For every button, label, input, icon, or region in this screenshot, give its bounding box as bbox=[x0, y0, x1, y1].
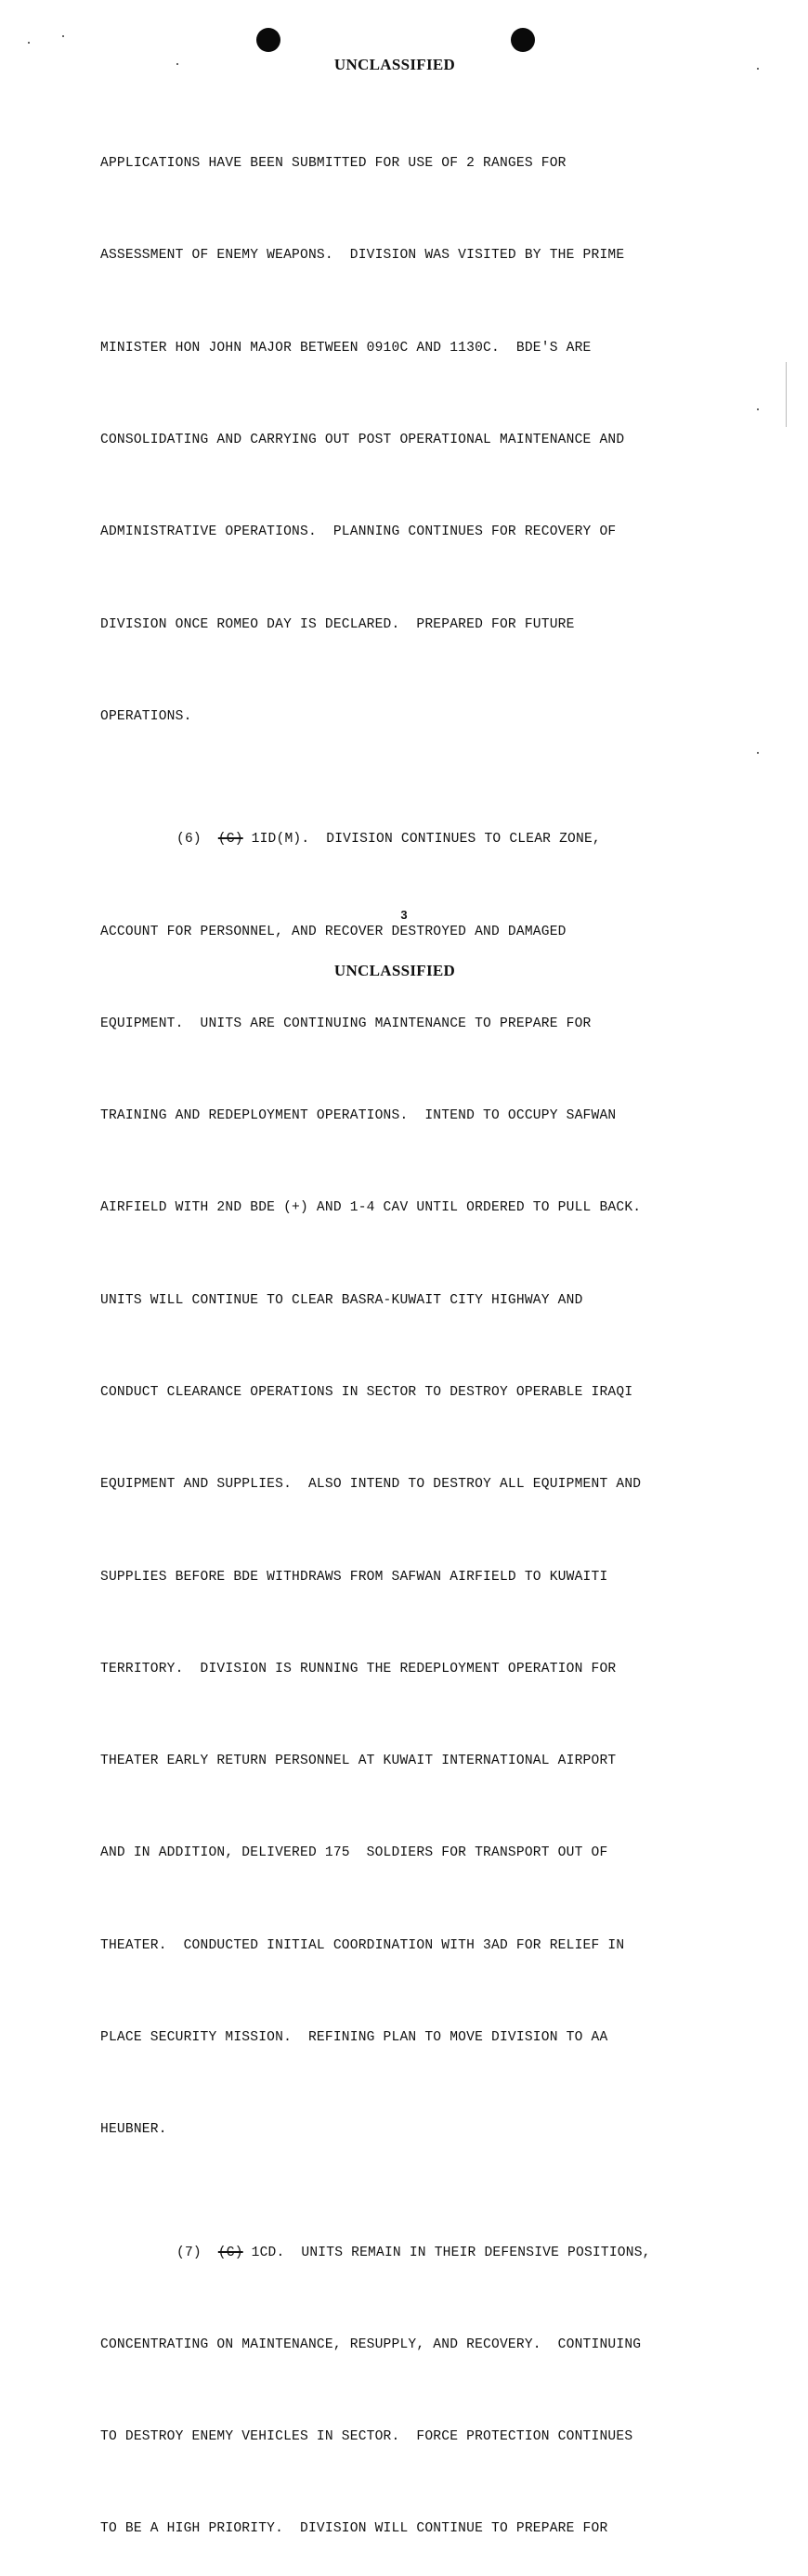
punch-hole-right bbox=[511, 28, 535, 52]
text-line: ADMINISTRATIVE OPERATIONS. PLANNING CONTINUES FOR RECOVERY OF bbox=[100, 524, 617, 540]
scan-speck bbox=[757, 752, 759, 754]
paragraph-number: (7) bbox=[176, 2245, 202, 2260]
struck-classification-marking: (C) bbox=[217, 2245, 243, 2260]
header-classification: UNCLASSIFIED bbox=[333, 56, 456, 73]
scan-speck bbox=[62, 35, 64, 37]
text-line: AND IN ADDITION, DELIVERED 175 SOLDIERS FOR TRANSPORT OUT OF bbox=[100, 1845, 608, 1861]
paragraph-text: 1ID(M). DIVISION CONTINUES TO CLEAR ZONE, bbox=[251, 832, 601, 848]
text-line: TO DESTROY ENEMY VEHICLES IN SECTOR. FORCE PROTECTION CONTINUES bbox=[100, 2429, 633, 2445]
paragraph-number: (6) bbox=[176, 832, 202, 848]
text-line: OPERATIONS. bbox=[100, 708, 192, 724]
document-body bbox=[100, 87, 750, 2576]
text-line: APPLICATIONS HAVE BEEN SUBMITTED FOR USE OF 2 RANGES FOR bbox=[100, 156, 567, 172]
struck-classification-marking: (C) bbox=[217, 832, 243, 848]
text-line: PLACE SECURITY MISSION. REFINING PLAN TO MOVE DIVISION TO AA bbox=[100, 2029, 608, 2045]
text-line: UNITS WILL CONTINUE TO CLEAR BASRA-KUWAIT CITY HIGHWAY AND bbox=[100, 1292, 583, 1308]
text-line: CONCENTRATING ON MAINTENANCE, RESUPPLY, AND RECOVERY. CONTINUING bbox=[100, 2337, 642, 2352]
paragraph-7-first-line bbox=[100, 2238, 750, 2269]
scan-speck bbox=[28, 42, 30, 44]
text-line: DIVISION ONCE ROMEO DAY IS DECLARED. PREPARED FOR FUTURE bbox=[100, 616, 575, 632]
text-line: ACCOUNT FOR PERSONNEL, AND RECOVER DESTROYED AND DAMAGED bbox=[100, 924, 567, 939]
scan-speck bbox=[757, 408, 759, 410]
text-line: CONSOLIDATING AND CARRYING OUT POST OPERATIONAL MAINTENANCE AND bbox=[100, 433, 625, 448]
text-line: TRAINING AND REDEPLOYMENT OPERATIONS. INTEND TO OCCUPY SAFWAN bbox=[100, 1108, 617, 1124]
text-line: MINISTER HON JOHN MAJOR BETWEEN 0910C AND 1130C. BDE'S ARE bbox=[100, 340, 592, 356]
text-line: CONDUCT CLEARANCE OPERATIONS IN SECTOR TO DESTROY OPERABLE IRAQI bbox=[100, 1384, 633, 1400]
text-line: HEUBNER. bbox=[100, 2122, 167, 2138]
text-line: EQUIPMENT. UNITS ARE CONTINUING MAINTENANCE TO PREPARE FOR bbox=[100, 1016, 592, 1031]
punch-hole-left bbox=[256, 28, 280, 52]
text-line: TO BE A HIGH PRIORITY. DIVISION WILL CONTINUE TO PREPARE FOR bbox=[100, 2521, 608, 2537]
text-line: EQUIPMENT AND SUPPLIES. ALSO INTEND TO DESTROY ALL EQUIPMENT AND bbox=[100, 1477, 642, 1493]
text-line: SUPPLIES BEFORE BDE WITHDRAWS FROM SAFWAN AIRFIELD TO KUWAITI bbox=[100, 1569, 608, 1585]
text-line: THEATER. CONDUCTED INITIAL COORDINATION WITH 3AD FOR RELIEF IN bbox=[100, 1937, 625, 1953]
text-line: ASSESSMENT OF ENEMY WEAPONS. DIVISION WAS VISITED BY THE PRIME bbox=[100, 248, 625, 264]
page-number: 3 bbox=[400, 908, 408, 922]
footer-classification: UNCLASSIFIED bbox=[333, 962, 456, 979]
text-line: THEATER EARLY RETURN PERSONNEL AT KUWAIT INTERNATIONAL AIRPORT bbox=[100, 1754, 617, 1769]
text-line: TERRITORY. DIVISION IS RUNNING THE REDEPLOYMENT OPERATION FOR bbox=[100, 1661, 617, 1676]
text-line: AIRFIELD WITH 2ND BDE (+) AND 1-4 CAV UNTIL ORDERED TO PULL BACK. bbox=[100, 1200, 642, 1216]
scan-edge-line bbox=[786, 362, 787, 427]
paragraph-6-first-line bbox=[100, 824, 750, 855]
paragraph-text: 1CD. UNITS REMAIN IN THEIR DEFENSIVE POSITIONS, bbox=[251, 2245, 651, 2260]
